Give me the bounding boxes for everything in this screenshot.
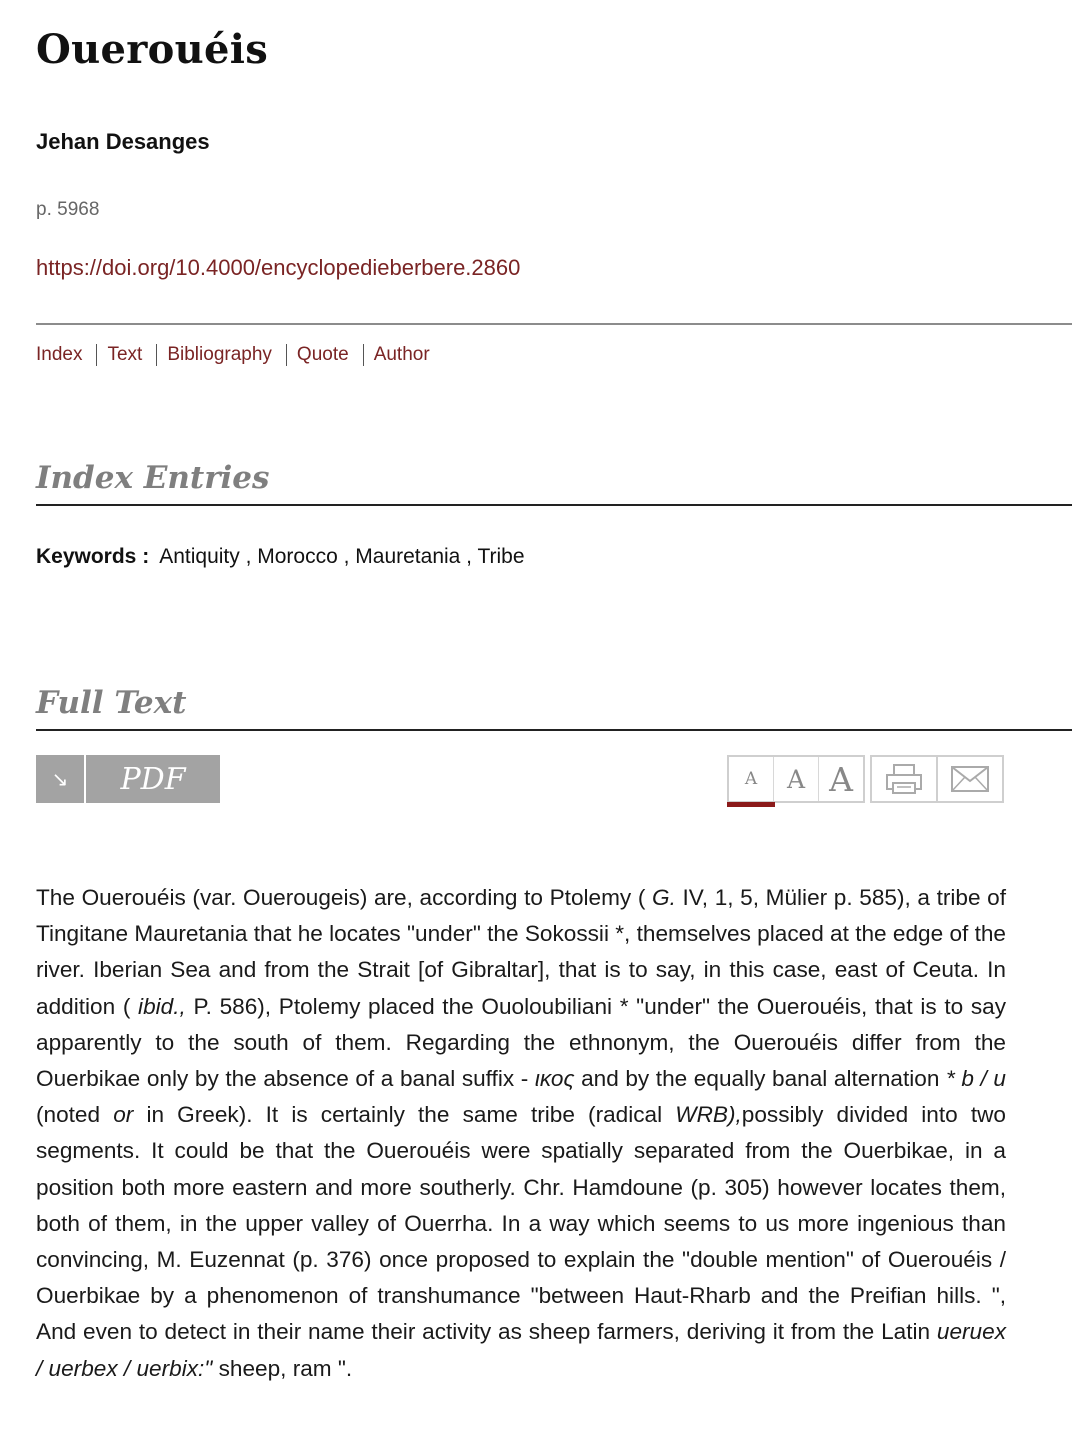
- body-text: and by the equally banal alternation: [581, 1066, 940, 1092]
- body-italic: or: [113, 1102, 134, 1128]
- pdf-label: PDF: [86, 755, 220, 803]
- keywords-list: Antiquity , Morocco , Mauretania , Tribe: [159, 545, 525, 568]
- body-italic: G.: [652, 885, 676, 910]
- mail-icon: [950, 765, 990, 793]
- keywords-row: [36, 545, 525, 569]
- body-text: sheep, ram ".: [218, 1355, 353, 1381]
- font-medium-icon: A: [786, 764, 806, 794]
- font-large-button[interactable]: [818, 757, 863, 801]
- download-icon: ↘: [36, 755, 84, 803]
- toc-link-bibliography[interactable]: Bibliography: [167, 344, 272, 365]
- toc-nav: [36, 344, 430, 366]
- text-tools: [727, 755, 1004, 803]
- toc-separator: [96, 344, 97, 366]
- doi-link[interactable]: https://doi.org/10.4000/encyclopedieberbere.2860: [36, 255, 521, 280]
- font-large-icon: A: [829, 759, 853, 799]
- index-entries-heading: Index Entries: [36, 460, 270, 496]
- body-italic: ικος: [534, 1066, 575, 1092]
- font-size-group: [727, 755, 865, 803]
- toc-link-author[interactable]: Author: [373, 344, 430, 365]
- toc-separator: [363, 344, 364, 366]
- body-italic: * b / u: [945, 1066, 1006, 1092]
- body-italic: WRB),: [675, 1102, 742, 1128]
- full-text-heading: Full Text: [36, 685, 187, 721]
- font-small-icon: A: [744, 769, 758, 789]
- body-text: in Greek). It is certainly the same tribe (radical: [146, 1102, 663, 1128]
- toc-link-index[interactable]: Index: [36, 344, 83, 365]
- section-divider: [36, 504, 1072, 506]
- print-button[interactable]: [870, 755, 938, 803]
- article-body: [36, 880, 1006, 1387]
- toc-link-text[interactable]: Text: [107, 344, 143, 365]
- font-small-button[interactable]: [729, 757, 773, 801]
- keywords-label: Keywords :: [36, 545, 150, 568]
- print-icon: [885, 763, 923, 795]
- toc-separator: [286, 344, 287, 366]
- toc-separator: [156, 344, 157, 366]
- toc-link-quote[interactable]: Quote: [296, 344, 349, 365]
- font-medium-button[interactable]: [773, 757, 818, 801]
- pdf-download-button[interactable]: [36, 755, 220, 803]
- body-text: (noted: [36, 1102, 101, 1128]
- body-text: P. 586), Ptolemy placed the Ouoloubiliani * "under" the Ouerouéis, that is to say apparently to the south of them. Regarding the ethnonym, the Ouerouéis differ from the Ouerbikae only by the absence of a banal suffix -: [36, 993, 1007, 1092]
- body-italic: ueruex / uerbex / uerbix:": [36, 1319, 1006, 1381]
- body-text: possibly divided into two segments. It could be that the Ouerouéis were spatially separated from the Ouerbikae, in a position both more eastern and more southerly. Chr. Hamdoune (p. 305) however locates them, both of them, in the upper valley of Ouerrha. In a way which seems to us more ingenious than convincing, M. Euzennat (p. 376) once proposed to explain the "double mention" of Ouerouéis / Ouerbikae by a phenomenon of transhumance "between Haut-Rharb and the Preifian hills. ", And even to detect in their name their activity as sheep farmers, deriving it from the Latin: [36, 1102, 1006, 1345]
- body-text: The Ouerouéis (var. Ouerougeis) are, according to Ptolemy (: [36, 885, 646, 910]
- email-button[interactable]: [938, 755, 1004, 803]
- section-divider: [36, 729, 1072, 731]
- page-number: p. 5968: [36, 199, 100, 220]
- body-italic: ibid.,: [138, 993, 186, 1019]
- article-title: Ouerouéis: [36, 26, 269, 73]
- author-name: Jehan Desanges: [36, 129, 210, 154]
- divider: [36, 323, 1072, 325]
- body-text: IV, 1, 5, Mülier p. 585), a tribe of Tingitane Mauretania that he locates "under" the Sokossii *, themselves placed at the edge of the river. Iberian Sea and from the Strait [of Gibraltar], that is to say, in this case, east of Ceuta. In addition (: [36, 885, 1007, 1019]
